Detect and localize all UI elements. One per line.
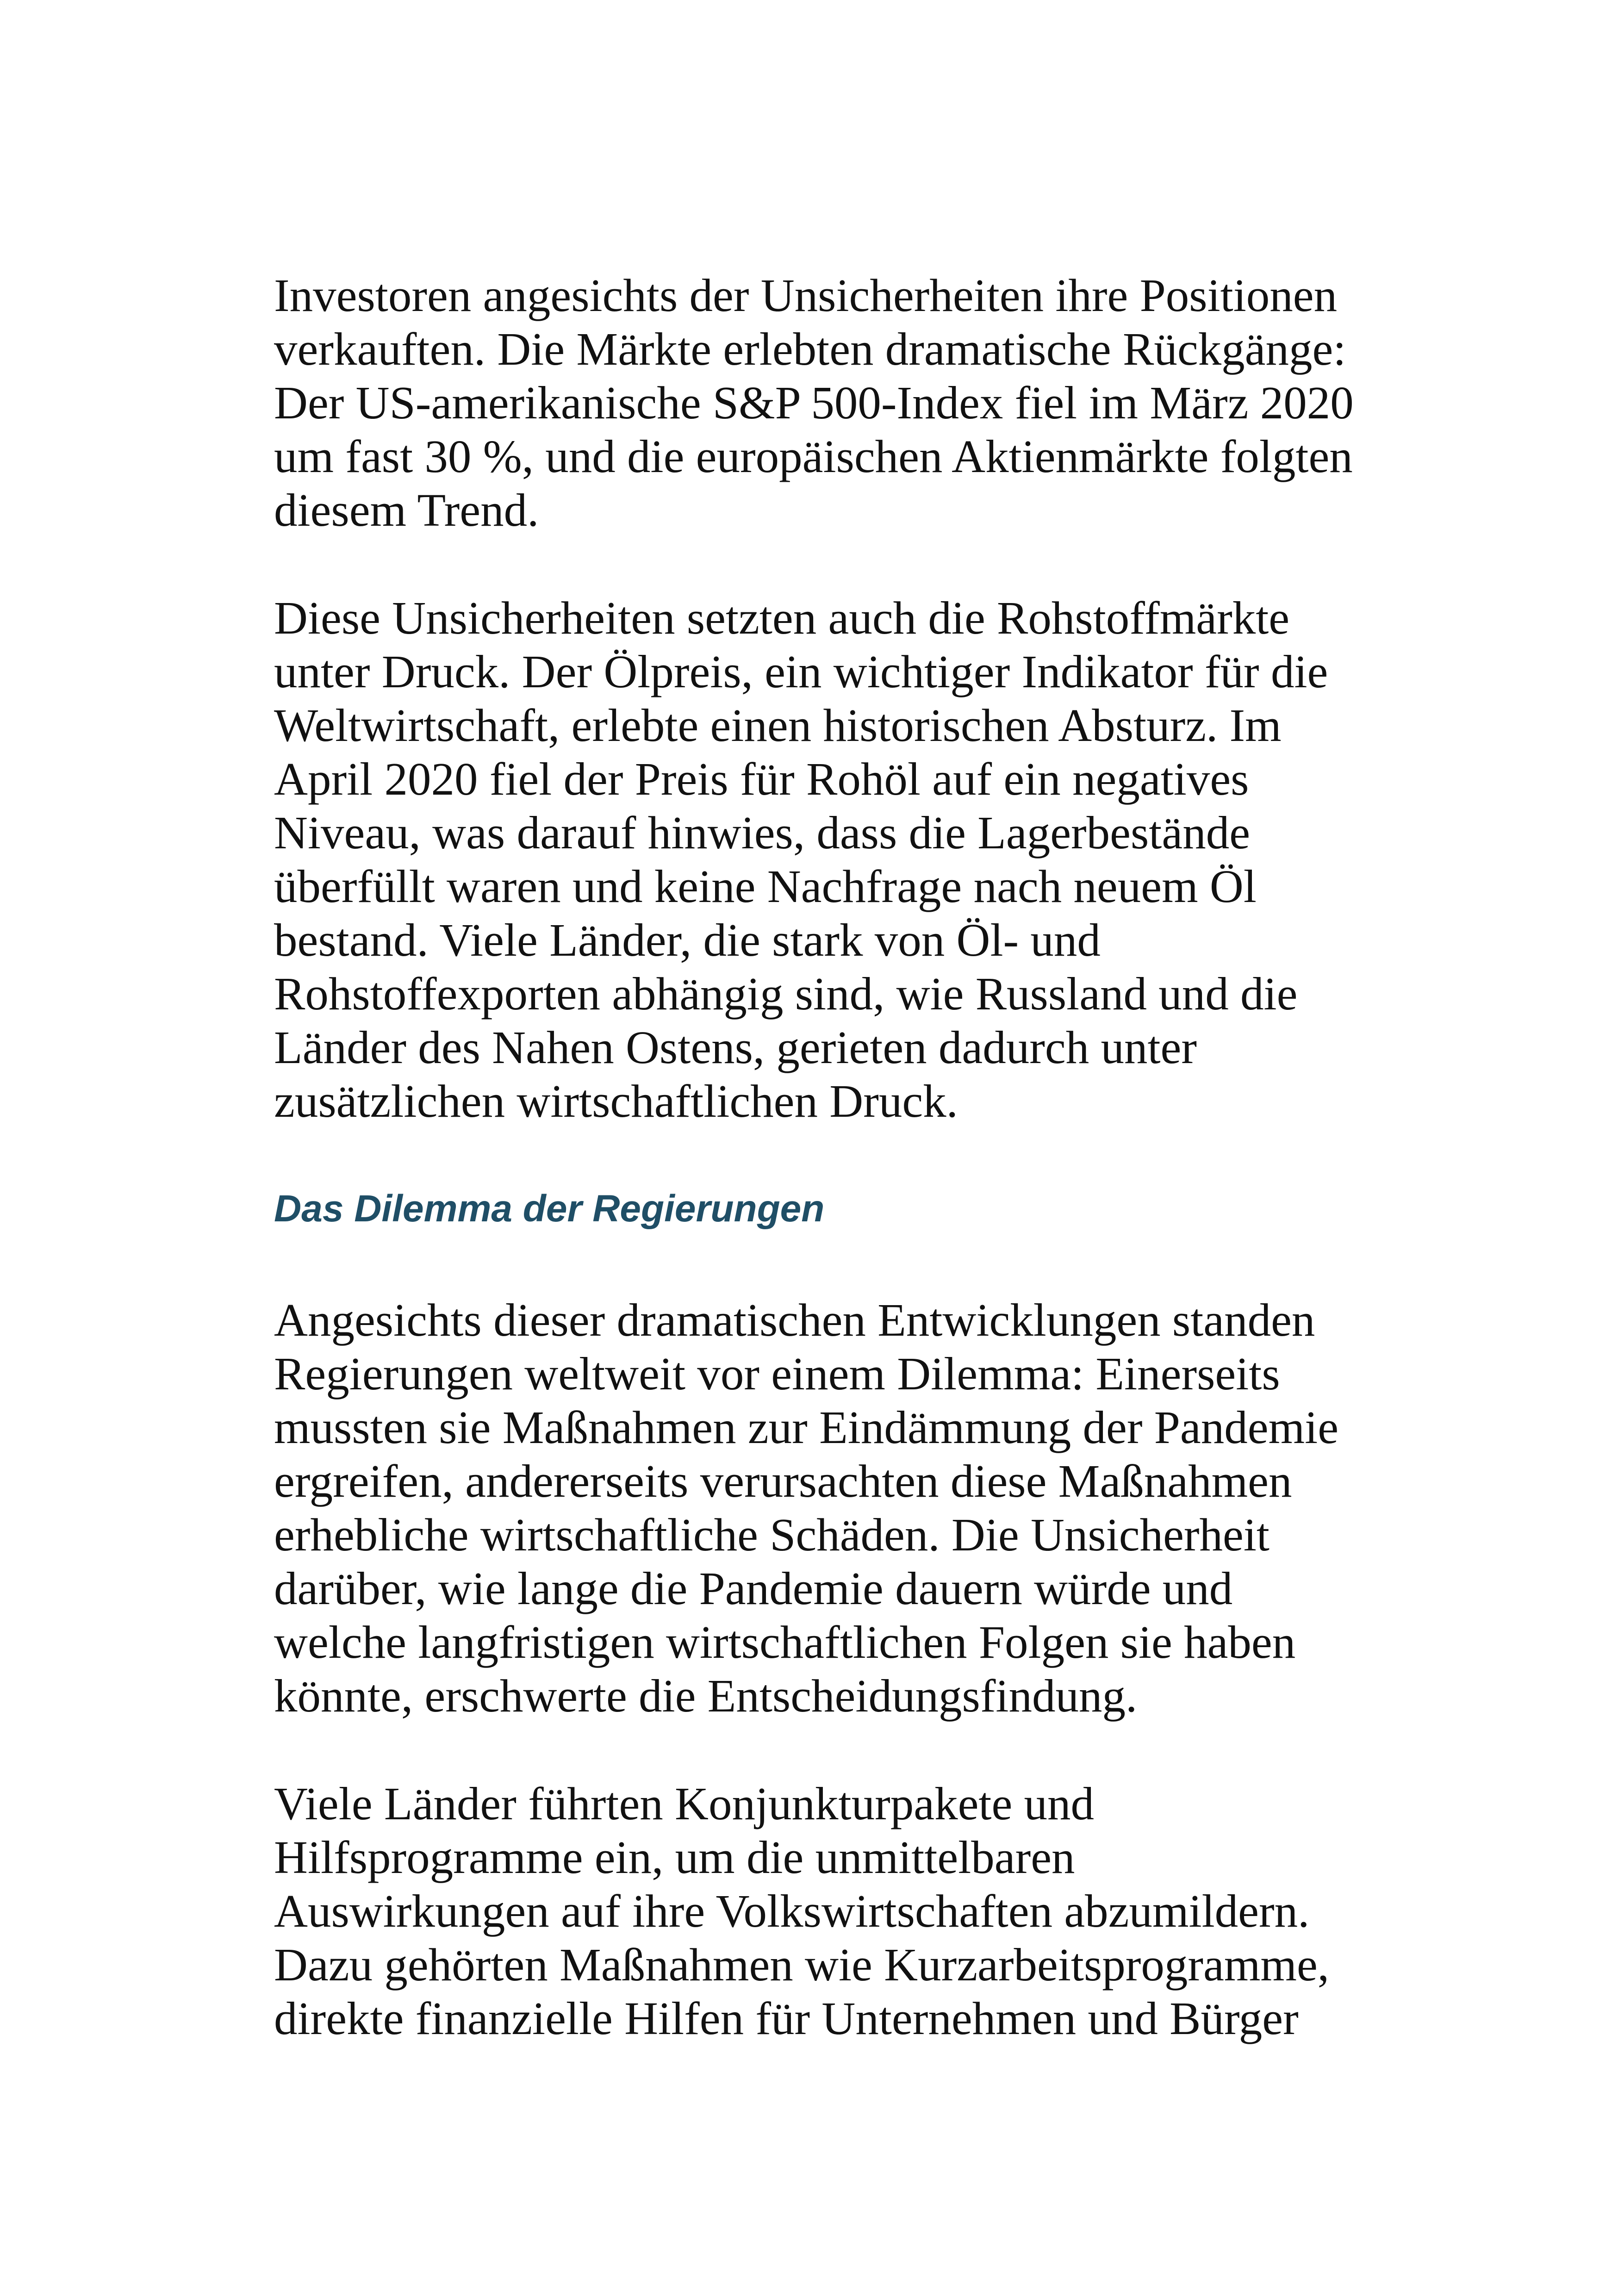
paragraph-stimulus <box>274 1777 1385 2045</box>
text-line: welche langfristigen wirtschaftlichen Folgen sie haben <box>274 1616 1296 1668</box>
paragraph-commodities <box>274 591 1385 1128</box>
text-line: unter Druck. Der Ölpreis, ein wichtiger Indikator für die <box>274 646 1328 697</box>
text-line: Viele Länder führten Konjunkturpakete und <box>274 1778 1095 1829</box>
text-line: zusätzlichen wirtschaftlichen Druck. <box>274 1075 958 1127</box>
text-line: Diese Unsicherheiten setzten auch die Rohstoffmärkte <box>274 592 1290 644</box>
text-line: Länder des Nahen Ostens, gerieten dadurch unter <box>274 1021 1197 1073</box>
document-body <box>274 268 1385 2045</box>
text-line: Dazu gehörten Maßnahmen wie Kurzarbeitsprogramme, <box>274 1939 1330 1991</box>
text-line: erhebliche wirtschaftliche Schäden. Die Unsicherheit <box>274 1509 1270 1561</box>
section-heading: Das Dilemma der Regierungen <box>274 1188 825 1230</box>
text-line: Weltwirtschaft, erlebte einen historischen Absturz. Im <box>274 699 1282 751</box>
paragraph-dilemma <box>274 1293 1385 1723</box>
text-line: diesem Trend. <box>274 484 539 536</box>
text-line: mussten sie Maßnahmen zur Eindämmung der Pandemie <box>274 1401 1339 1453</box>
text-line: darüber, wie lange die Pandemie dauern würde und <box>274 1562 1233 1614</box>
text-line: überfüllt waren und keine Nachfrage nach neuem Öl <box>274 860 1257 912</box>
text-line: Regierungen weltweit vor einem Dilemma: Einerseits <box>274 1348 1280 1400</box>
paragraph-markets <box>274 268 1385 537</box>
text-line: Auswirkungen auf ihre Volkswirtschaften abzumildern. <box>274 1885 1310 1937</box>
text-line: Niveau, was darauf hinwies, dass die Lagerbestände <box>274 807 1251 859</box>
text-line: um fast 30 %, und die europäischen Aktienmärkte folgten <box>274 430 1353 482</box>
text-line: verkauften. Die Märkte erlebten dramatische Rückgänge: <box>274 323 1346 375</box>
text-line: Der US-amerikanische S&P 500-Index fiel im März 2020 <box>274 377 1354 429</box>
text-line: Investoren angesichts der Unsicherheiten ihre Positionen <box>274 269 1338 321</box>
text-line: April 2020 fiel der Preis für Rohöl auf ein negatives <box>274 753 1249 805</box>
text-line: ergreifen, andererseits verursachten diese Maßnahmen <box>274 1455 1292 1507</box>
text-line: bestand. Viele Länder, die stark von Öl- und <box>274 914 1101 966</box>
text-line: Rohstoffexporten abhängig sind, wie Russland und die <box>274 968 1298 1020</box>
text-line: Hilfsprogramme ein, um die unmittelbaren <box>274 1831 1075 1883</box>
text-line: Angesichts dieser dramatischen Entwicklungen standen <box>274 1294 1315 1346</box>
text-line: könnte, erschwerte die Entscheidungsfindung. <box>274 1670 1138 1722</box>
text-line: direkte finanzielle Hilfen für Unternehmen und Bürger <box>274 1992 1299 2044</box>
